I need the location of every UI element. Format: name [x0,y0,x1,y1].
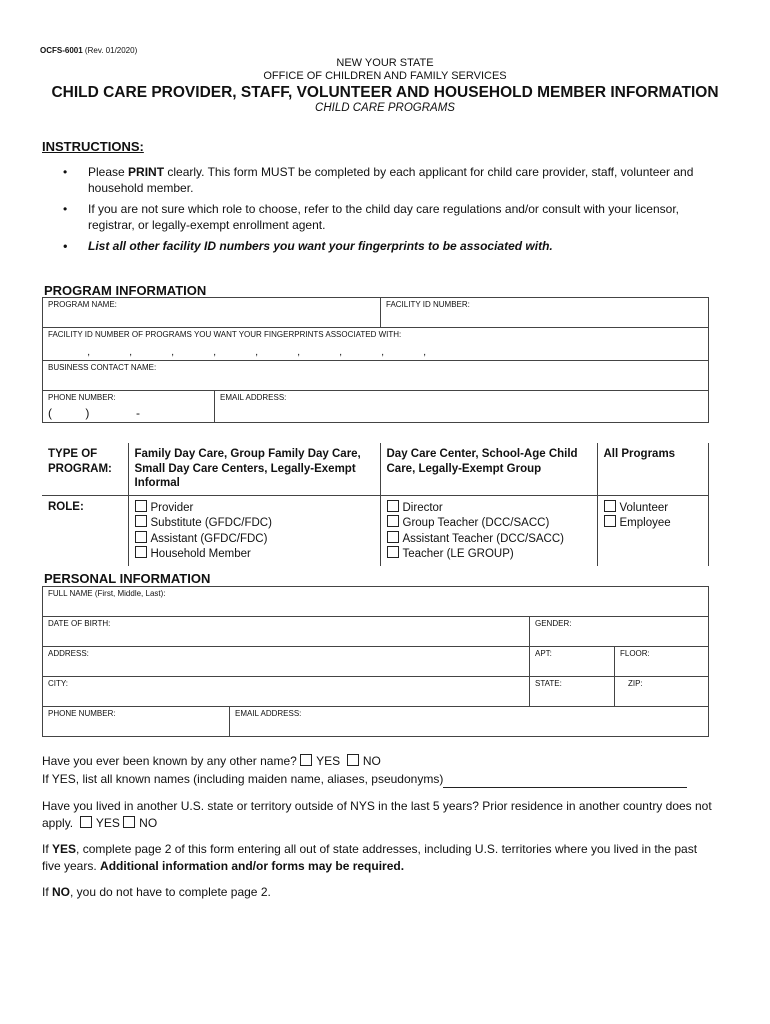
program-email-label: EMAIL ADDRESS: [220,393,287,402]
facility-ids-associated-field[interactable] [43,328,709,361]
if-yes-instruction [42,841,714,875]
program-name-label: PROGRAM NAME: [48,300,117,309]
address-field[interactable] [43,647,530,677]
text: , you do not have to complete page 2. [70,885,271,899]
instruction-item [42,201,722,233]
other-name-no-checkbox[interactable] [347,754,359,766]
other-name-yes-checkbox[interactable] [300,754,312,766]
role-option-volunteer[interactable] [604,500,702,516]
zip-label: ZIP: [628,679,643,688]
personal-email-field[interactable] [230,707,709,737]
instruction-text: If you are not sure which role to choose, refer to the child day care regulations and/or consult with your licensor, registrar, or legally-exempt enrollment agent. [88,202,679,232]
role-option-director[interactable] [387,500,591,516]
role-table [42,443,709,566]
zip-field[interactable] [615,677,709,707]
state-name: NEW YOUR STATE [336,57,434,69]
question-text: Have you lived in another U.S. state or territory outside of NYS in the last 5 years? Prior residence in another country does not apply. [42,799,712,830]
date-of-birth-label: DATE OF BIRTH: [48,619,111,628]
program-email-field[interactable] [215,391,709,423]
instructions-heading: INSTRUCTIONS: [42,139,144,154]
no-label: NO [139,816,158,830]
text-bold: NO [52,885,71,899]
full-name-label: FULL NAME (First, Middle, Last): [48,589,166,598]
role-label: ROLE: [48,500,84,513]
role-option-provider[interactable] [135,500,374,516]
business-contact-field[interactable] [43,361,709,391]
checkbox[interactable] [135,515,147,527]
gender-label: GENDER: [535,619,572,628]
instruction-bold: PRINT [128,165,165,179]
day-care-center-heading: Day Care Center, School-Age Child Care, Legally-Exempt Group [380,443,597,495]
option-label: Assistant (GFDC/FDC) [150,532,268,545]
role-option-household-member[interactable] [135,546,374,562]
address-label: ADDRESS: [48,649,89,658]
city-field[interactable] [43,677,530,707]
text-bold: YES [52,842,77,856]
form-id: OCFS-6001 [40,46,83,55]
residence-yes-checkbox[interactable] [80,816,92,828]
role-option-employee[interactable] [604,515,702,531]
facility-id-label: FACILITY ID NUMBER: [386,300,470,309]
checkbox[interactable] [135,531,147,543]
instruction-item [42,164,722,196]
form-subtitle: CHILD CARE PROGRAMS [315,102,455,114]
known-names-input[interactable] [443,775,687,788]
checkbox[interactable] [135,546,147,558]
no-label: NO [362,754,381,768]
option-label: Group Teacher (DCC/SACC) [402,517,550,529]
option-label: Employee [619,517,671,529]
program-phone-label: PHONE NUMBER: [48,393,116,402]
apt-label: APT: [535,649,552,658]
office-name: OFFICE OF CHILDREN AND FAMILY SERVICES [263,70,507,82]
apt-field[interactable] [530,647,615,677]
floor-field[interactable] [615,647,709,677]
text: If [42,885,53,899]
all-programs-heading: All Programs [597,443,708,495]
facility-id-field[interactable] [381,298,709,328]
text: , complete page 2 of this form entering all out of state addresses, including U.S. territories where you lived in the past five years. [42,842,698,873]
option-label: Volunteer [619,501,669,514]
checkbox[interactable] [387,500,399,512]
family-day-care-heading: Family Day Care, Group Family Day Care, Small Day Care Centers, Legally-Exempt Informal [128,443,380,495]
phone-template: ( ) - [48,406,141,420]
program-name-field[interactable] [43,298,381,328]
facility-ids-associated-label: FACILITY ID NUMBER OF PROGRAMS YOU WANT YOUR FINGERPRINTS ASSOCIATED WITH: [48,330,402,339]
role-option-assistant-teacher[interactable] [387,531,591,547]
instruction-item [42,238,722,254]
role-option-substitute[interactable] [135,515,374,531]
question-text: Have you ever been known by any other name? [42,754,297,768]
option-label: Teacher (LE GROUP) [402,548,514,560]
residence-question [42,798,714,832]
option-label: Director [402,501,443,514]
form-title: CHILD CARE PROVIDER, STAFF, VOLUNTEER AND HOUSEHOLD MEMBER INFORMATION [51,84,719,101]
personal-phone-label: PHONE NUMBER: [48,709,116,718]
checkbox[interactable] [604,515,616,527]
yes-label: YES [316,754,341,768]
instructions-list [42,164,722,259]
program-info-table [42,297,709,423]
instruction-text: Please [88,165,129,179]
full-name-field[interactable] [43,587,709,617]
text: If [42,842,53,856]
known-names-label: If YES, list all known names (including maiden name, aliases, pseudonyms) [42,772,444,786]
checkbox[interactable] [387,515,399,527]
type-of-program-label: TYPE OF PROGRAM: [42,443,128,495]
personal-info-heading: PERSONAL INFORMATION [44,571,211,586]
other-name-question [42,753,732,770]
known-names-row [42,771,732,788]
form-revision: (Rev. 01/2020) [84,46,138,55]
business-contact-label: BUSINESS CONTACT NAME: [48,363,157,372]
yes-label: YES [95,816,120,830]
date-of-birth-field[interactable] [43,617,530,647]
personal-email-label: EMAIL ADDRESS: [235,709,302,718]
checkbox[interactable] [387,546,399,558]
if-no-instruction [42,884,732,901]
checkbox[interactable] [387,531,399,543]
facility-id-separators: , , , , , , , , , [87,347,426,358]
checkbox[interactable] [604,500,616,512]
residence-no-checkbox[interactable] [123,816,135,828]
floor-label: FLOOR: [620,649,650,658]
checkbox[interactable] [135,500,147,512]
role-option-group-teacher[interactable] [387,515,591,531]
personal-info-table [42,586,709,737]
state-field[interactable] [530,677,615,707]
personal-phone-field[interactable] [43,707,230,737]
gender-field[interactable] [530,617,709,647]
role-option-teacher-le-group[interactable] [387,546,591,562]
form-number [40,46,137,55]
option-label: Assistant Teacher (DCC/SACC) [402,532,564,545]
city-label: CITY: [48,679,69,688]
option-label: Provider [150,501,194,514]
state-label: STATE: [535,679,562,688]
text-bold: Additional information and/or forms may be required. [100,859,405,873]
instruction-text: clearly. This form MUST be completed by each applicant for child care provider, staff, volunteer and household member. [88,165,694,195]
program-phone-field[interactable] [43,391,215,423]
option-label: Household Member [150,548,251,560]
role-option-assistant[interactable] [135,531,374,547]
program-info-heading: PROGRAM INFORMATION [44,283,207,298]
option-label: Substitute (GFDC/FDC) [150,517,272,529]
instruction-text: List all other facility ID numbers you want your fingerprints to be associated with. [88,239,553,253]
